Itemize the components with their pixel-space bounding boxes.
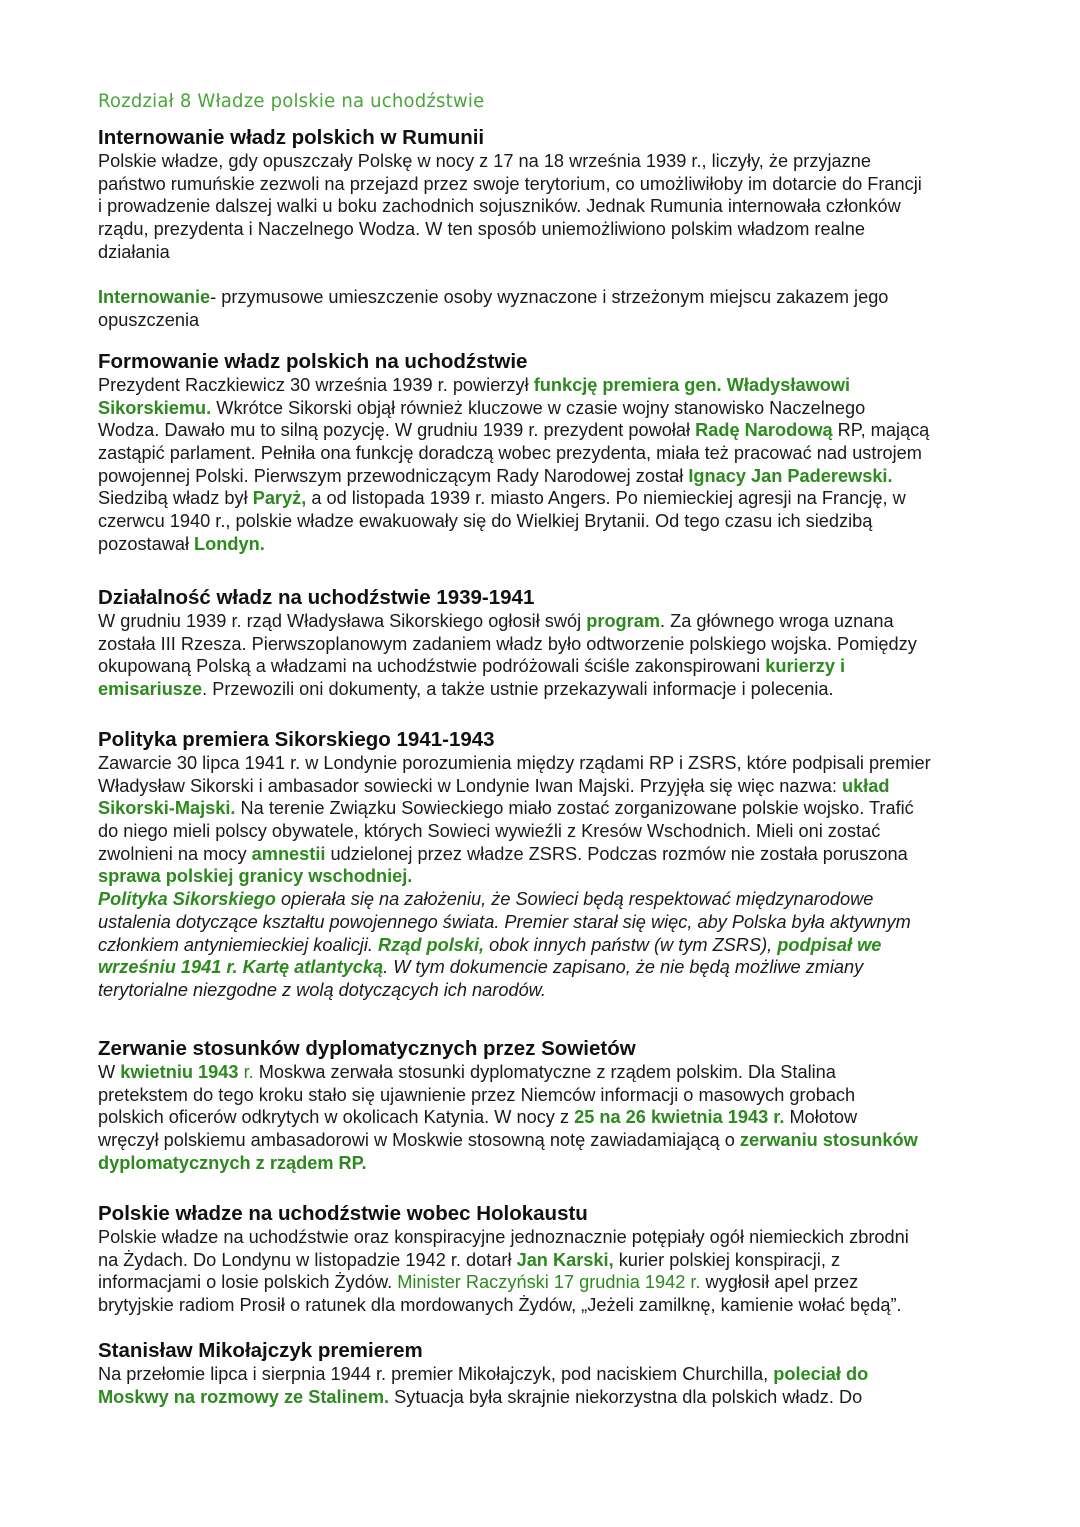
text-line <box>98 865 1038 888</box>
text-run: Mołotow <box>784 1107 858 1128</box>
text-line <box>98 173 1038 196</box>
highlighted-term: zerwaniu stosunków <box>739 1130 918 1151</box>
text-line <box>98 1129 1038 1152</box>
highlighted-term: podpisał we <box>777 934 882 955</box>
text-line <box>98 397 1038 420</box>
highlighted-term: Londyn. <box>194 533 265 554</box>
text-run: a od listopada 1939 r. miasto Angers. Po niemieckiej agresji na Francję, w <box>306 488 906 509</box>
highlighted-term: Paryż, <box>252 488 307 509</box>
text-run: członkiem antyniemieckiej koalicji. <box>98 934 378 955</box>
section <box>98 1037 1038 1174</box>
text-run: Wodza. Dawało mu to silną pozycję. W grudniu 1939 r. prezydent powołał <box>98 420 696 441</box>
text-line <box>98 1106 1038 1129</box>
text-line <box>98 775 1038 798</box>
highlighted-term: r. <box>238 1062 254 1082</box>
text-line <box>98 888 1038 911</box>
text-run: opierała się na założeniu, że Sowieci będą respektować międzynarodowe <box>275 889 874 910</box>
text-run: okupowaną Polską a władzami na uchodźstwie podróżowali ściśle zakonspirowani <box>98 656 766 677</box>
highlighted-term: Rząd polski, <box>378 934 485 955</box>
highlighted-term: kurierzy i <box>765 656 846 677</box>
highlighted-term: amnestii <box>251 843 326 864</box>
highlighted-term: 25 na 26 kwietnia 1943 r. <box>574 1107 785 1128</box>
section-heading: Polskie władze na uchodźstwie wobec Holokaustu <box>98 1202 588 1225</box>
highlighted-term: Jan Karski, <box>516 1249 614 1270</box>
text-line <box>98 309 1038 332</box>
section-heading: Zerwanie stosunków dyplomatycznych przez Sowietów <box>98 1037 636 1060</box>
text-line <box>98 843 1038 866</box>
text-run: RP, mającą <box>832 420 930 441</box>
text-run: zwolnieni na mocy <box>98 843 252 864</box>
text-line <box>98 241 1038 264</box>
chapter-title: Rozdział 8 Władze polskie na uchodźstwie <box>98 90 485 112</box>
text-run: terytorialne niezgodne z wolą dotyczących ich narodów. <box>98 979 546 1000</box>
text-line <box>98 1061 1038 1084</box>
text-run: działania <box>98 241 170 262</box>
text-run: wręczył polskiemu ambasadorowi w Moskwie stosowną notę zawiadamiającą o <box>98 1130 740 1151</box>
text-line <box>98 633 1038 656</box>
section <box>98 586 1038 701</box>
text-run: . W tym dokumencie zapisano, że nie będą możliwe zmiany <box>383 957 864 978</box>
section <box>98 350 1038 556</box>
text-run: Prezydent Raczkiewicz 30 września 1939 r. powierzył <box>98 375 534 395</box>
text-run: kurier polskiej konspiracji, z <box>613 1249 841 1270</box>
text-run: czerwcu 1940 r., polskie władze ewakuowały się do Wielkiej Brytanii. Od tego czasu ich siedzibą <box>98 511 873 532</box>
highlighted-term: Minister Raczyński 17 grudnia 1942 r. <box>397 1272 701 1293</box>
text-line <box>98 1271 1038 1294</box>
section-heading: Internowanie władz polskich w Rumunii <box>98 126 485 149</box>
text-line <box>98 263 1038 286</box>
text-line <box>98 510 1038 533</box>
highlighted-term: dyplomatycznych z rządem RP. <box>98 1152 367 1173</box>
text-run: . Przewozili oni dokumenty, a także ustnie przekazywali informacje i polecenia. <box>202 679 834 700</box>
text-line <box>98 442 1038 465</box>
text-run: i prowadzenie dalszej walki u boku zachodnich sojuszników. Jednak Rumunia internowała członków <box>98 196 901 217</box>
highlighted-term: Sikorski-Majski. <box>98 798 236 819</box>
section <box>98 126 1038 332</box>
text-run: W <box>98 1062 121 1082</box>
text-run: do niego mieli polscy obywatele, których Sowieci wywieźli z Kresów Wschodnich. Mieli oni zostać <box>98 821 881 842</box>
section <box>98 1339 1038 1408</box>
text-run: pretekstem do tego kroku stało się ujawnienie przez Niemców informacji o masowych grobach <box>98 1084 856 1105</box>
text-line <box>98 1363 1038 1386</box>
section <box>98 1202 1038 1317</box>
text-run: Na przełomie lipca i sierpnia 1944 r. premier Mikołajczyk, pod naciskiem Churchilla, <box>98 1364 774 1384</box>
highlighted-term: sprawa polskiej granicy wschodniej. <box>98 866 413 887</box>
text-run: . Za głównego wroga uznana <box>660 611 894 631</box>
text-line <box>98 610 1038 633</box>
text-run: powojennej Polski. Pierwszym przewodniczącym Rady Narodowej został <box>98 465 689 486</box>
text-line <box>98 752 1038 775</box>
text-line <box>98 911 1038 934</box>
text-line <box>98 150 1038 173</box>
highlighted-term: Sikorskiemu. <box>98 397 212 418</box>
text-run: Siedzibą władz był <box>98 488 253 509</box>
text-line <box>98 934 1038 957</box>
text-line <box>98 419 1038 442</box>
text-run: Sytuacja była skrajnie niekorzystna dla polskich władz. Do <box>389 1386 863 1407</box>
section-heading: Polityka premiera Sikorskiego 1941-1943 <box>98 728 495 751</box>
highlighted-term: program <box>586 611 661 631</box>
text-line <box>98 956 1038 979</box>
text-line <box>98 979 1038 1002</box>
highlighted-term: Moskwy na rozmowy ze Stalinem. <box>98 1386 390 1407</box>
text-line <box>98 374 1038 397</box>
section-heading: Formowanie władz polskich na uchodźstwie <box>98 350 528 373</box>
text-line <box>98 1386 1038 1409</box>
text-line <box>98 678 1038 701</box>
text-run: na Żydach. Do Londynu w listopadzie 1942 r. dotarł <box>98 1249 517 1270</box>
text-line <box>98 1294 1038 1317</box>
highlighted-term: układ <box>841 775 890 796</box>
section-heading: Stanisław Mikołajczyk premierem <box>98 1339 423 1362</box>
text-line <box>98 1084 1038 1107</box>
text-line <box>98 1249 1038 1272</box>
text-run: pozostawał <box>98 533 195 554</box>
text-line <box>98 218 1038 241</box>
text-run: rządu, prezydenta i Naczelnego Wodza. W ten sposób uniemożliwiono polskim władzom realne <box>98 219 865 240</box>
text-run: Wkrótce Sikorski objął również kluczowe w czasie wojny stanowisko Naczelnego <box>211 397 866 418</box>
highlighted-term: Ignacy Jan Paderewski. <box>688 465 893 486</box>
highlighted-term: Radę Narodową <box>695 420 833 441</box>
text-run: informacjami o losie polskich Żydów. <box>98 1272 398 1293</box>
text-line <box>98 286 1038 309</box>
text-line <box>98 195 1038 218</box>
text-run: Na terenie Związku Sowieckiego miało zostać zorganizowane polskie wojsko. Trafić <box>235 798 914 819</box>
text-run: Moskwa zerwała stosunki dyplomatyczne z rządem polskim. Dla Stalina <box>253 1062 836 1082</box>
text-run: Polskie władze, gdy opuszczały Polskę w nocy z 17 na 18 września 1939 r., liczyły, że przyjazne <box>98 151 871 171</box>
text-run: obok innych państw (w tym ZSRS), <box>484 934 778 955</box>
text-line <box>98 1226 1038 1249</box>
text-run: - przymusowe umieszczenie osoby wyznaczone i strzeżonym miejscu zakazem jego <box>210 287 889 308</box>
section-heading: Działalność władz na uchodźstwie 1939-1941 <box>98 586 535 609</box>
text-run: Władysław Sikorski i ambasador sowiecki w Londynie Iwan Majski. Przyjęła się więc nazwa: <box>98 775 842 796</box>
text-line <box>98 820 1038 843</box>
highlighted-term: Polityka Sikorskiego <box>98 889 276 910</box>
text-run: została III Rzesza. Pierwszoplanowym zadaniem władz było odtworzenie polskiego wojska. Pomiędzy <box>98 633 917 654</box>
text-run: udzielonej przez władze ZSRS. Podczas rozmów nie została poruszona <box>325 843 908 864</box>
text-run: ustalenia dotyczące kształtu powojennego świata. Premier starał się więc, aby Polska była aktywnym <box>98 911 911 932</box>
highlighted-term: wrześniu 1941 r. Kartę atlantycką <box>98 957 384 978</box>
text-run: W grudniu 1939 r. rząd Władysława Sikorskiego ogłosił swój <box>98 611 587 631</box>
text-line <box>98 487 1038 510</box>
highlighted-term: Internowanie <box>98 287 211 308</box>
highlighted-term: poleciał do <box>773 1364 869 1384</box>
text-line <box>98 655 1038 678</box>
text-run: państwo rumuńskie zezwoli na przejazd przez swoje terytorium, co umożliwiłoby im dotarcie do Francji <box>98 173 922 194</box>
highlighted-term: funkcję premiera gen. Władysławowi <box>533 375 851 395</box>
highlighted-term: kwietniu 1943 <box>120 1062 239 1082</box>
text-run: polskich oficerów odkrytych w okolicach Katynia. W nocy z <box>98 1107 575 1128</box>
text-run: Polskie władze na uchodźstwie oraz konspiracyjne jednoznacznie potępiały ogół niemieckich zbrodni <box>98 1227 909 1247</box>
text-line <box>98 797 1038 820</box>
text-run: wygłosił apel przez <box>700 1272 859 1293</box>
text-line <box>98 533 1038 556</box>
text-line <box>98 465 1038 488</box>
section <box>98 728 1038 1002</box>
text-run: Zawarcie 30 lipca 1941 r. w Londynie porozumienia między rządami RP i ZSRS, które podpisali premier <box>98 753 931 773</box>
text-run: zastąpić parlament. Pełniła ona funkcję doradczą wobec prezydenta, miała też pracować nad ustrojem <box>98 443 922 464</box>
text-line <box>98 1152 1038 1175</box>
text-run: brytyjskie radiom Prosił o ratunek dla mordowanych Żydów, „Jeżeli zamilknę, kamienie wołać będą”. <box>98 1295 902 1316</box>
text-run: opuszczenia <box>98 309 200 330</box>
highlighted-term: emisariusze <box>98 679 203 700</box>
